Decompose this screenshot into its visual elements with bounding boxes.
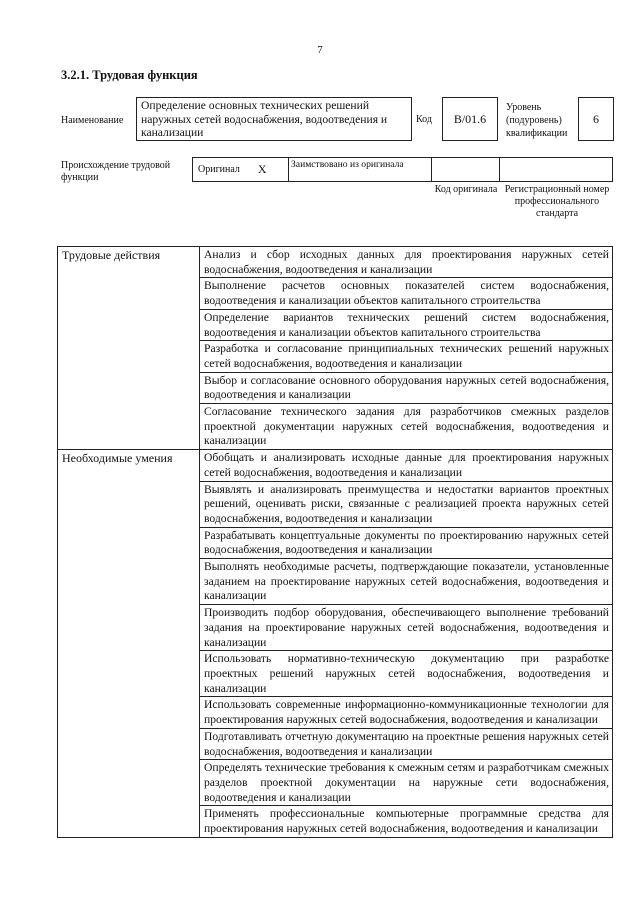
- section-title-cell: Трудовые действия: [58, 247, 200, 450]
- code-original-cell: [431, 157, 499, 182]
- skill-item: Разрабатывать концептуальные документы по проектированию наружных сетей водоснабжения, водоотведения и канализации: [200, 527, 613, 558]
- function-table: [57, 246, 613, 838]
- original-cell: [192, 157, 288, 182]
- section-title-cell: Необходимые умения: [58, 450, 200, 838]
- table-row: [58, 450, 613, 481]
- labor-action-item: Выбор и согласование основного оборудования наружных сетей водоснабжения, водоотведения и канализации: [200, 372, 613, 403]
- level-value-box: 6: [578, 97, 614, 141]
- original-label: Оригинал: [198, 164, 240, 175]
- labor-action-item: Анализ и сбор исходных данных для проектирования наружных сетей водоснабжения, водоотведения и канализации: [200, 247, 613, 278]
- skill-item: Использовать нормативно-техническую документацию при разработке проектных решений наружных сетей водоснабжения, водоотведения и канализации: [200, 651, 613, 697]
- skill-item: Выявлять и анализировать преимущества и недостатки вариантов проектных решений, оценивать риски, связанные с реализацией проекта наружных сетей водоснабжения, водоотведения и канализации: [200, 481, 613, 527]
- skill-item: Обобщать и анализировать исходные данные для проектирования наружных сетей водоснабжения, водоотведения и канализации: [200, 450, 613, 481]
- section-title: 3.2.1. Трудовая функция: [61, 68, 198, 82]
- labor-action-item: Определение вариантов технических решений систем водоснабжения, водоотведения и канализации объектов капитального строительства: [200, 309, 613, 340]
- labor-action-item: Разработка и согласование принципиальных технических решений наружных сетей водоснабжения, водоотведения и канализации: [200, 341, 613, 372]
- function-name-box: Определение основных технических решений наружных сетей водоснабжения, водоотведения и канализации: [136, 97, 412, 141]
- skill-item: Выполнять необходимые расчеты, подтверждающие показатели, установленные заданием на проектирование наружных сетей водоснабжения, водоотведения и канализации: [200, 559, 613, 605]
- reg-number-label: Регистрационный номер профессионального стандарта: [504, 184, 610, 219]
- table-row: [58, 247, 613, 278]
- level-label: Уровень (подуровень) квалификации: [506, 102, 568, 139]
- borrowed-cell: Заимствовано из оригинала: [288, 157, 431, 182]
- reg-number-cell: [499, 157, 613, 182]
- skill-item: Производить подбор оборудования, обеспечивающего выполнение требований задания на проектирование наружных сетей водоснабжения, водоотведения и канализации: [200, 605, 613, 651]
- code-value-box: B/01.6: [442, 97, 498, 141]
- name-label: Наименование: [61, 115, 124, 126]
- skill-item: Подготавливать отчетную документацию на проектные решения наружных сетей водоснабжения, водоотведения и канализации: [200, 728, 613, 759]
- skill-item: Использовать современные информационно-коммуникационные технологии для проектирования наружных сетей водоснабжения, водоотведения и канализации: [200, 697, 613, 728]
- code-label: Код: [416, 114, 432, 125]
- code-original-label: Код оригинала: [434, 184, 498, 195]
- page-number: 7: [317, 44, 323, 56]
- skill-item: Определять технические требования к смежным сетям и разработчикам смежных разделов проектной документации на наружные сети водоснабжения, водоотведения и канализации: [200, 760, 613, 806]
- skill-item: Применять профессиональные компьютерные программные средства для проектирования наружных сетей водоснабжения, водоотведения и канализации: [200, 806, 613, 837]
- original-mark: X: [257, 162, 267, 176]
- labor-action-item: Выполнение расчетов основных показателей систем водоснабжения, водоотведения и канализации объектов капитального строительства: [200, 278, 613, 309]
- origin-row: [192, 157, 613, 182]
- labor-action-item: Согласование технического задания для разработчиков смежных разделов проектной документации наружных сетей водоснабжения, водоотведения и канализации: [200, 404, 613, 450]
- origin-label: Происхождение трудовой функции: [61, 160, 171, 183]
